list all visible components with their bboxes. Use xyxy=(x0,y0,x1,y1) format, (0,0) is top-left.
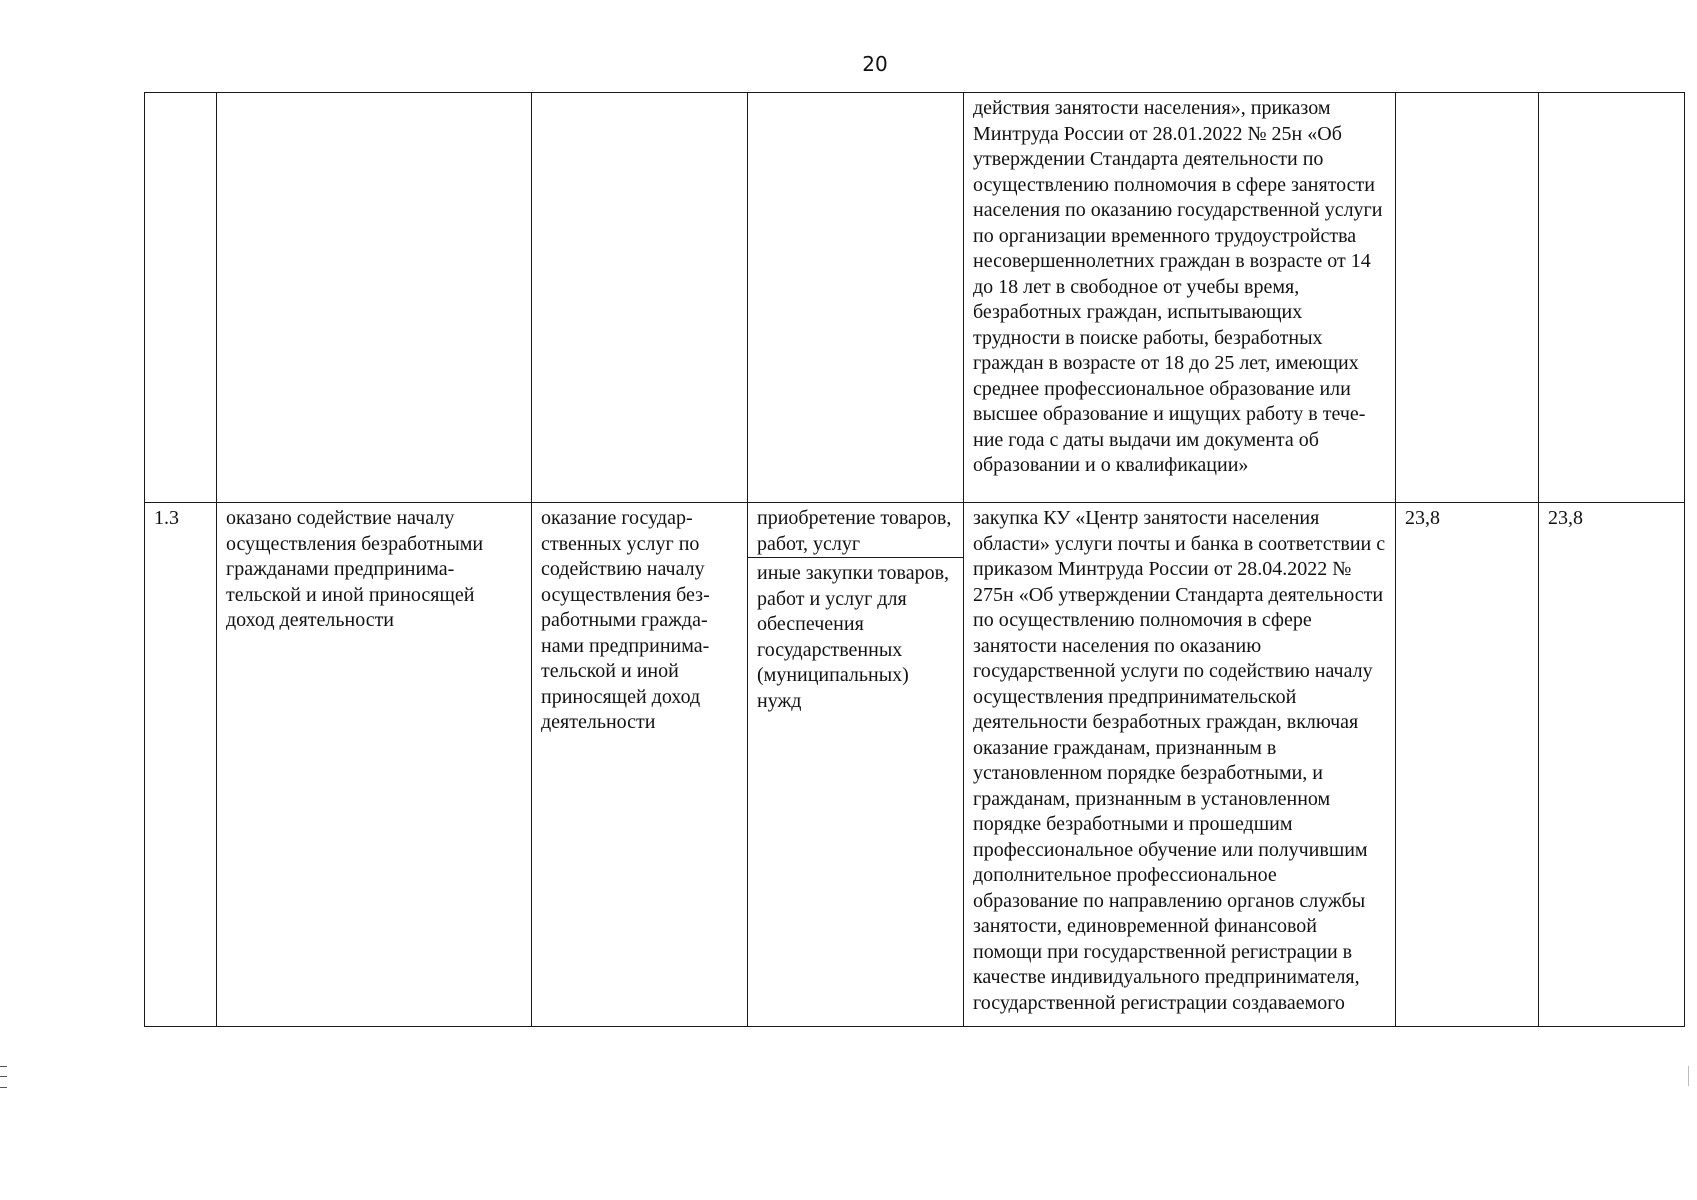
direction-bottom: иные закупки товаров, работ и услуг для обеспечения государственных (муниципальных) нужд xyxy=(757,562,950,712)
cell-number-text: 1.3 xyxy=(154,507,179,529)
cell-result-text: оказано содействие началу осуществления безработными гражданами предпринимательской и иной приносящей доход деятельности xyxy=(226,507,484,631)
cell-description xyxy=(964,503,1396,1027)
margin-mark-left xyxy=(0,1066,7,1088)
page-number: 20 xyxy=(862,52,888,76)
funding-table xyxy=(144,92,1685,1027)
cell-direction xyxy=(748,93,964,503)
cell-result xyxy=(217,503,532,1027)
cell-description xyxy=(964,93,1396,503)
cell-service xyxy=(532,503,748,1027)
cell-value-2 xyxy=(1539,503,1685,1027)
cell-description-text: действия занятости населения», приказом Минтруда России от 28.01.2022 № 25н «Об утверждении Стандарта деятельности по осуществлению полномочия в сфере занятости населения по оказанию государственной услуги по организации временного трудоустройства несовершеннолетних граждан в возрасте от 14 до 18 лет в свободное от учебы время, безработных граждан, испытывающих трудности в поиске работы, безработных граждан в возрасте от 18 до 25 лет, имеющих среднее профессиональное образование или высшее образование и ищущих работу в течение года с даты выдачи им документа об образовании и о квалификации» xyxy=(973,97,1383,476)
cell-number xyxy=(145,503,217,1027)
cell-service xyxy=(532,93,748,503)
cell-direction xyxy=(748,503,964,1027)
cell-value-2 xyxy=(1539,93,1685,503)
cell-value-1 xyxy=(1396,93,1539,503)
margin-mark-right xyxy=(1688,1066,1693,1086)
cell-result xyxy=(217,93,532,503)
cell-number xyxy=(145,93,217,503)
table-row-1-3 xyxy=(145,503,1685,1027)
cell-description-text: закупка КУ «Центр занятости населения области» услуги почты и банка в соответствии с приказом Минтруда России от 28.04.2022 № 275н «Об утверждении Стандарта деятельности по осуществлению полномочия в сфере занятости населения по оказанию государственной услуги по содействию началу осуществления предпринимательской деятельности безработных граждан, включая оказание гражданам, признанным в установленном порядке безработными, и гражданам, признанным в установленном порядке безработными и прошедшим профессиональное обучение или получившим дополнительное профессиональное образование по направлению органов службы занятости, единовременной финансовой помощи при государственной регистрации в качестве индивидуального предпринимателя, государственной регистрации создаваемого xyxy=(973,507,1386,1014)
cell-value-1-text: 23,8 xyxy=(1405,507,1440,529)
direction-top: приобретение товаров, работ, услуг xyxy=(748,503,963,558)
cell-value-2-text: 23,8 xyxy=(1548,507,1583,529)
table-row-continuation xyxy=(145,93,1685,503)
cell-service-text: оказание государственных услуг по содействию началу осуществления безработными гражданами предпринимательской и иной приносящей доход деятельности xyxy=(541,507,710,733)
cell-value-1 xyxy=(1396,503,1539,1027)
